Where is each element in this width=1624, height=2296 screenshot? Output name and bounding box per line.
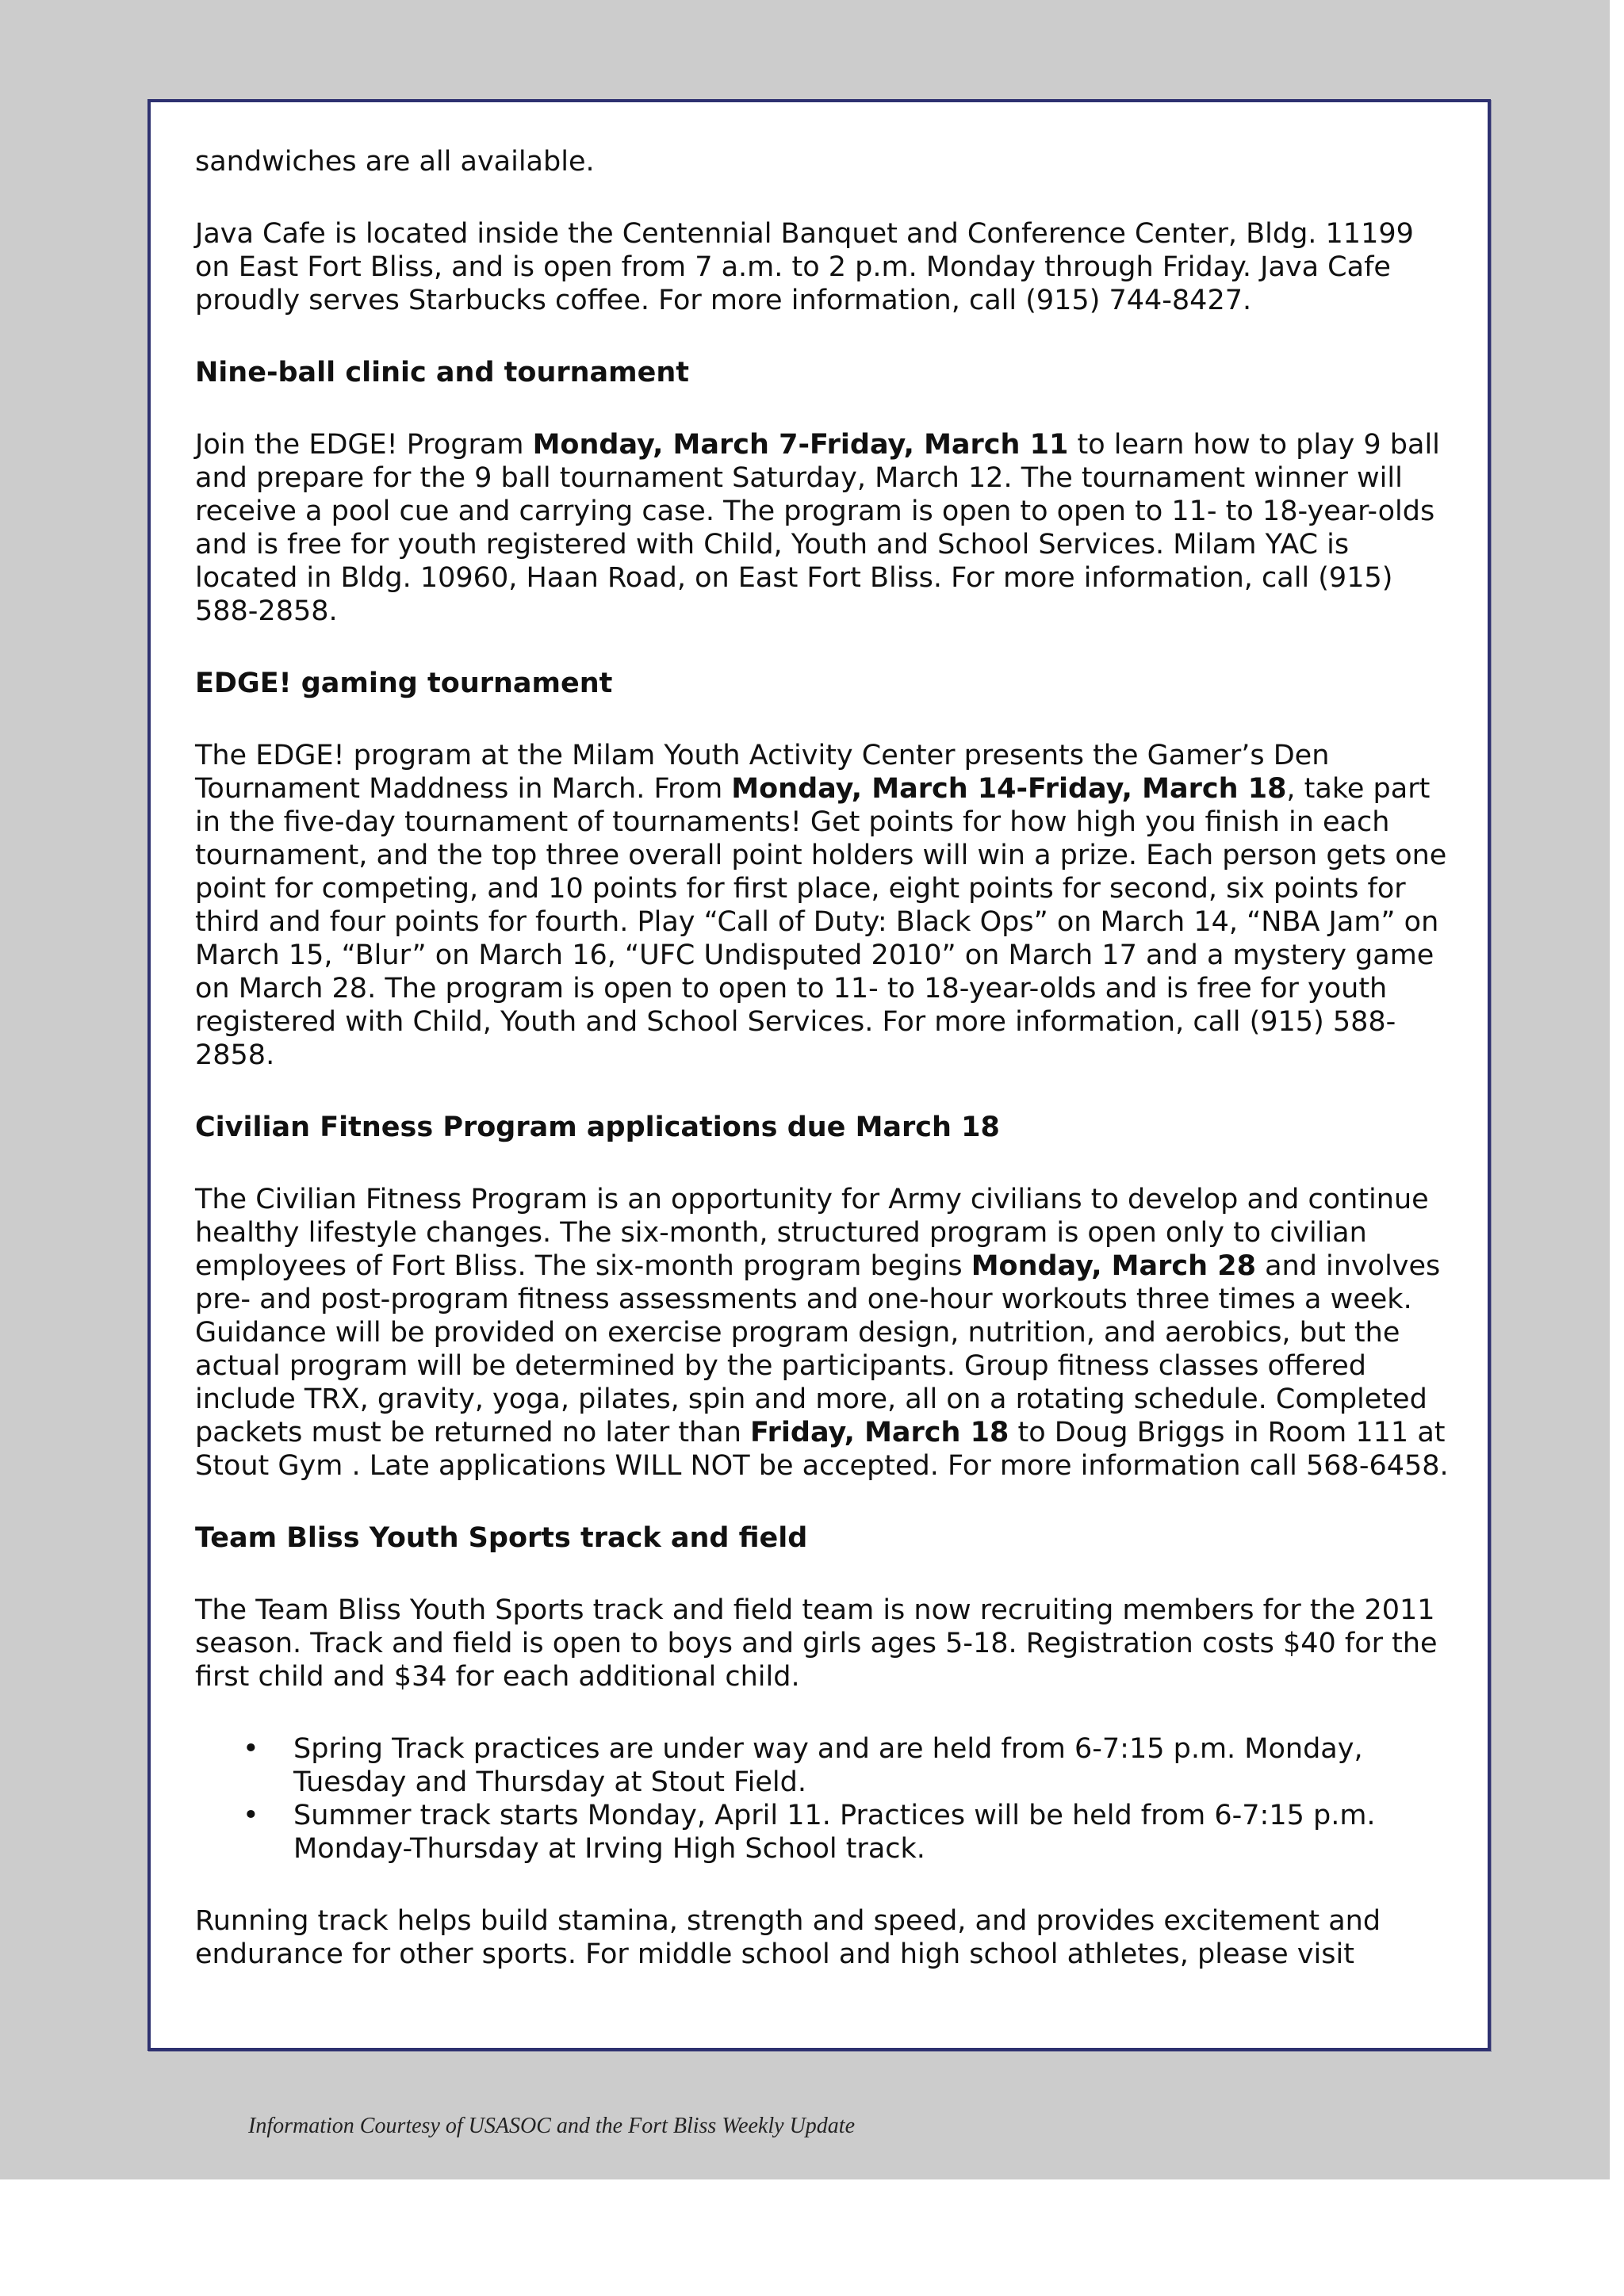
footer-credit: Information Courtesy of USASOC and the Fort Bliss Weekly Update bbox=[248, 2114, 855, 2138]
gaming-text-1: The EDGE! program at the Milam Youth Activity Center presents the Gamer’s Den Tournament Maddness in March. From bbox=[195, 740, 1330, 805]
fitness-heading: Civilian Fitness Program applications due March 18 bbox=[195, 1112, 1000, 1143]
track-closing-paragraph: Running track helps build stamina, strength and speed, and provides excitement and endurance for other sports. For middle school and high school athletes, please visit bbox=[195, 1905, 1381, 1970]
list-item-text: Spring Track practices are under way and are held from 6-7:15 p.m. Monday, Tuesday and Thursday at Stout Field. bbox=[293, 1733, 1363, 1798]
track-heading: Team Bliss Youth Sports track and field bbox=[195, 1522, 808, 1554]
track-practice-list bbox=[195, 1732, 1456, 1866]
bullet-icon: • bbox=[243, 1800, 259, 1831]
list-item-text: Summer track starts Monday, April 11. Practices will be held from 6-7:15 p.m. Monday-Thursday at Irving High School track. bbox=[293, 1800, 1376, 1865]
fitness-paragraph bbox=[195, 1183, 1456, 1483]
gaming-text-2: , take part in the five-day tournament of tournaments! Get points for how high you finish in each tournament, and the top three overall point holders will win a prize. Each person gets one point for competing, and 10 points for first place, eight points for second, six points for third and four points for fourth. Play “Call of Duty: Black Ops” on March 14, “NBA Jam” on March 15, “Blur” on March 16, “UFC Undisputed 2010” on March 17 and a mystery game on March 28. The program is open to open to 11- to 18-year-olds and is free for youth registered with Child, Youth and School Services. For more information, call (915) 588-2858. bbox=[195, 773, 1447, 1071]
nine-ball-text-2: to learn how to play 9 ball and prepare for the 9 ball tournament Saturday, March 12. The tournament winner will receive a pool cue and carrying case. The program is open to open to 11- to 18-year-olds and is free for youth registered with Child, Youth and School Services. Milam YAC is located in Bldg. 10960, Haan Road, on East Fort Bliss. For more information, call (915) 588-2858. bbox=[195, 429, 1440, 627]
intro-continuation: sandwiches are all available. bbox=[195, 146, 595, 178]
nine-ball-text-1: Join the EDGE! Program bbox=[195, 429, 533, 461]
nine-ball-heading: Nine-ball clinic and tournament bbox=[195, 357, 690, 388]
newsletter-content-box bbox=[147, 99, 1491, 2051]
fitness-text-2: and involves pre- and post-program fitness assessments and one-hour workouts three times a week. Guidance will be provided on exercise program design, nutrition, and aerobics, but the actual program will be determined by the participants. Group fitness classes offered include TRX, gravity, yoga, pilates, spin and more, all on a rotating schedule. Completed packets must be returned no later than bbox=[195, 1250, 1441, 1448]
fitness-text-3: to Doug Briggs in Room 111 at Stout Gym . Late applications WILL NOT be accepted. For more information call 568-6458. bbox=[195, 1417, 1449, 1482]
fitness-deadline: Friday, March 18 bbox=[750, 1417, 1009, 1448]
nine-ball-dates: Monday, March 7-Friday, March 11 bbox=[532, 429, 1069, 461]
list-item bbox=[195, 1799, 1456, 1866]
fitness-start-date: Monday, March 28 bbox=[971, 1250, 1256, 1282]
article-body bbox=[195, 145, 1456, 1971]
gaming-paragraph bbox=[195, 739, 1456, 1072]
track-intro-paragraph: The Team Bliss Youth Sports track and field team is now recruiting members for the 2011 season. Track and field is open to boys and girls ages 5-18. Registration costs $40 for the first child and $34 for each additional child. bbox=[195, 1594, 1438, 1693]
nine-ball-paragraph bbox=[195, 428, 1456, 628]
java-cafe-paragraph: Java Cafe is located inside the Centennial Banquet and Conference Center, Bldg. 11199 on East Fort Bliss, and is open from 7 a.m. to 2 p.m. Monday through Friday. Java Cafe proudly serves Starbucks coffee. For more information, call (915) 744-8427. bbox=[195, 218, 1414, 316]
bullet-icon: • bbox=[243, 1733, 259, 1765]
fitness-text-1: The Civilian Fitness Program is an opportunity for Army civilians to develop and continue healthy lifestyle changes. The six-month, structured program is open only to civilian employees of Fort Bliss. The six-month program begins bbox=[195, 1184, 1429, 1282]
list-item bbox=[195, 1732, 1456, 1799]
gaming-dates: Monday, March 14-Friday, March 18 bbox=[731, 773, 1287, 805]
gaming-heading: EDGE! gaming tournament bbox=[195, 668, 613, 699]
